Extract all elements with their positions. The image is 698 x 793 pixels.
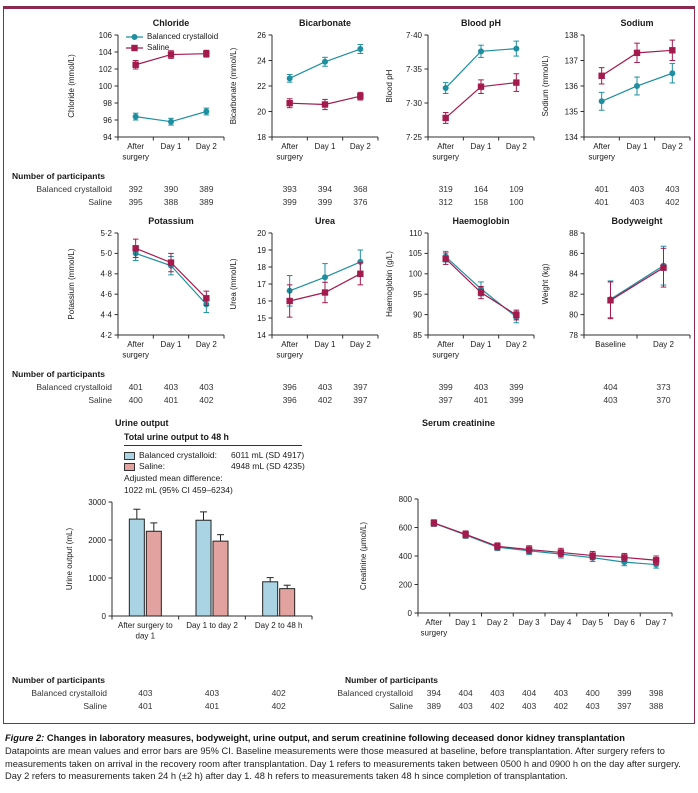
balanced-series xyxy=(133,108,210,125)
participant-count-saline: 401 xyxy=(473,395,489,405)
svg-text:4·8: 4·8 xyxy=(100,269,112,279)
participant-count-balanced: 403 xyxy=(204,688,220,698)
saline-row-label: Saline xyxy=(389,701,413,711)
balanced-series xyxy=(431,520,659,568)
participant-count-balanced: 394 xyxy=(317,184,333,194)
participant-count-saline: 389 xyxy=(426,701,441,711)
participant-count-balanced: 397 xyxy=(353,382,368,392)
serum-creatinine-section xyxy=(354,417,694,673)
participant-count-saline: 376 xyxy=(353,197,368,207)
svg-text:Day 1: Day 1 xyxy=(160,340,182,349)
svg-text:20: 20 xyxy=(257,228,266,238)
participant-count-saline: 403 xyxy=(629,197,645,207)
svg-text:400: 400 xyxy=(398,551,412,561)
svg-text:7·40: 7·40 xyxy=(405,30,422,40)
saline-row-label: Saline xyxy=(88,395,112,405)
svg-text:0: 0 xyxy=(101,611,106,621)
svg-text:7·25: 7·25 xyxy=(405,132,422,142)
balanced-row-label: Balanced crystalloid xyxy=(36,184,112,194)
svg-text:135: 135 xyxy=(564,107,578,117)
participant-count-balanced: 109 xyxy=(509,184,524,194)
participant-count-balanced: 399 xyxy=(438,382,453,392)
participant-count-balanced: 403 xyxy=(473,382,489,392)
svg-text:After: After xyxy=(437,340,455,349)
participant-count-balanced: 404 xyxy=(458,688,473,698)
participant-count-balanced: 399 xyxy=(509,382,524,392)
participant-count-balanced: 404 xyxy=(603,382,618,392)
chart-cell-chloride xyxy=(8,17,226,169)
participant-count-saline: 312 xyxy=(438,197,453,207)
participant-count-saline: 402 xyxy=(665,197,680,207)
participant-count-saline: 389 xyxy=(199,197,214,207)
svg-text:surgery: surgery xyxy=(122,350,150,360)
participant-count-balanced: 390 xyxy=(163,184,179,194)
participant-count-balanced: 393 xyxy=(282,184,297,194)
participant-count-saline: 402 xyxy=(553,701,568,711)
svg-text:Day 2: Day 2 xyxy=(195,142,217,151)
figure-label: Figure 2: xyxy=(5,733,45,743)
saline-marker-icon xyxy=(126,44,143,52)
legend-item-balanced xyxy=(126,31,218,42)
svg-text:105: 105 xyxy=(408,249,422,259)
svg-text:96: 96 xyxy=(103,115,112,125)
svg-text:day 1: day 1 xyxy=(135,631,156,641)
participant-count-saline: 397 xyxy=(438,395,453,405)
participant-count-saline: 400 xyxy=(128,395,143,405)
participant-count-saline: 399 xyxy=(509,395,524,405)
svg-text:Day 2: Day 2 xyxy=(349,142,371,151)
participant-count-balanced: 392 xyxy=(128,184,143,194)
blood-ph-chart xyxy=(382,29,538,169)
participant-count-balanced: 399 xyxy=(617,688,632,698)
chart-title-urea: Urea xyxy=(314,216,335,226)
svg-text:4·2: 4·2 xyxy=(100,330,112,340)
svg-text:24: 24 xyxy=(257,56,266,66)
participant-count-balanced: 403 xyxy=(553,688,568,698)
svg-text:Day 1: Day 1 xyxy=(470,340,492,349)
svg-text:16: 16 xyxy=(257,296,266,306)
participant-count-saline: 399 xyxy=(317,197,333,207)
svg-text:5·2: 5·2 xyxy=(100,228,112,238)
svg-text:Urea (mmol/L): Urea (mmol/L) xyxy=(229,258,238,310)
participants-header: Number of participants xyxy=(12,171,106,181)
participant-count-saline: 388 xyxy=(163,197,179,207)
participant-count-balanced: 394 xyxy=(426,688,441,698)
participant-count-saline: 403 xyxy=(585,701,600,711)
potassium-chart xyxy=(8,227,226,367)
svg-text:surgery: surgery xyxy=(122,152,150,162)
svg-text:surgery: surgery xyxy=(432,350,460,360)
svg-text:Sodium (mmol/L): Sodium (mmol/L) xyxy=(541,55,550,117)
participant-count-saline: 401 xyxy=(138,701,153,711)
saline-row-label: Saline xyxy=(83,701,107,711)
participant-count-saline: 100 xyxy=(509,197,524,207)
serum-creatinine-chart xyxy=(354,493,694,665)
participant-count-balanced: 403 xyxy=(629,184,645,194)
svg-text:138: 138 xyxy=(564,30,578,40)
svg-text:Weight (kg): Weight (kg) xyxy=(541,263,550,305)
svg-text:3000: 3000 xyxy=(88,497,106,507)
svg-text:86: 86 xyxy=(569,249,578,259)
svg-text:surgery: surgery xyxy=(420,628,448,638)
chart-title-sodium: Sodium xyxy=(620,18,654,28)
chart-cell-blood-ph xyxy=(382,17,538,169)
svg-text:Day 6: Day 6 xyxy=(613,618,635,627)
urine-output-chart xyxy=(8,496,354,668)
saline-series xyxy=(607,248,666,318)
urine-legend-saline-value: 4948 mL (SD 4235) xyxy=(231,461,305,471)
svg-text:Day 1: Day 1 xyxy=(626,142,648,151)
svg-text:Day 1: Day 1 xyxy=(160,142,182,151)
svg-text:Blood pH: Blood pH xyxy=(385,69,394,103)
svg-text:Day 4: Day 4 xyxy=(550,618,572,627)
svg-text:84: 84 xyxy=(569,269,578,279)
chart-cell-bodyweight xyxy=(538,215,694,367)
chart-cell-urea xyxy=(226,215,382,367)
figure-caption-title: Changes in laboratory measures, bodyweight, urine output, and serum creatinine following deceased donor kidney transplantation xyxy=(46,733,625,743)
participant-count-saline: 402 xyxy=(271,701,286,711)
svg-text:After: After xyxy=(127,142,145,151)
chart-row-3 xyxy=(4,417,694,673)
svg-text:102: 102 xyxy=(98,64,112,74)
svg-text:90: 90 xyxy=(413,310,422,320)
svg-text:26: 26 xyxy=(257,30,266,40)
legend-label-saline: Saline xyxy=(147,42,170,52)
svg-text:17: 17 xyxy=(257,279,266,289)
participant-count-balanced: 368 xyxy=(353,184,368,194)
svg-text:82: 82 xyxy=(569,290,578,299)
svg-text:After: After xyxy=(281,142,299,151)
svg-text:88: 88 xyxy=(569,228,578,238)
creatinine-section-title: Serum creatinine xyxy=(422,418,496,428)
participant-count-balanced: 402 xyxy=(271,688,286,698)
participant-count-balanced: 403 xyxy=(665,184,680,194)
adjusted-mean-difference-label: Adjusted mean difference: xyxy=(124,473,223,483)
svg-text:19: 19 xyxy=(257,245,266,255)
svg-text:7·30: 7·30 xyxy=(405,98,422,108)
svg-text:Day 1: Day 1 xyxy=(314,340,336,349)
svg-text:98: 98 xyxy=(103,98,112,108)
svg-text:surgery: surgery xyxy=(588,152,616,162)
adjusted-mean-difference-value: 1022 mL (95% CI 459–6234) xyxy=(124,485,233,495)
participants-header: Number of participants xyxy=(345,675,439,685)
svg-text:134: 134 xyxy=(564,132,578,142)
participants-header: Number of participants xyxy=(12,369,106,379)
svg-text:After: After xyxy=(593,142,611,151)
svg-text:20: 20 xyxy=(257,107,266,117)
saline-swatch-icon xyxy=(124,463,135,471)
svg-text:Day 1 to day 2: Day 1 to day 2 xyxy=(186,621,238,630)
sodium-chart xyxy=(538,29,694,169)
urine-output-section xyxy=(8,417,354,673)
chart-title-chloride: Chloride xyxy=(152,18,190,28)
participants-header: Number of participants xyxy=(12,675,106,685)
urine-summary-box xyxy=(124,432,314,496)
participant-count-balanced: 389 xyxy=(199,184,214,194)
svg-text:Day 2: Day 2 xyxy=(486,618,508,627)
svg-text:Day 3: Day 3 xyxy=(518,618,540,627)
urine-legend-saline-label: Saline: xyxy=(139,461,165,471)
urine-legend-balanced xyxy=(124,450,314,461)
participant-count-saline: 401 xyxy=(163,395,179,405)
bodyweight-chart xyxy=(538,227,694,367)
chart-title-potassium: Potassium xyxy=(148,216,194,226)
participant-count-saline: 403 xyxy=(458,701,473,711)
participants-table-row-2 xyxy=(4,369,694,411)
svg-text:surgery: surgery xyxy=(276,350,304,360)
svg-text:85: 85 xyxy=(413,330,422,340)
participant-count-balanced: 401 xyxy=(594,184,609,194)
urine-legend-balanced-label: Balanced crystalloid: xyxy=(139,450,217,460)
participant-count-balanced: 403 xyxy=(490,688,505,698)
participant-count-balanced: 319 xyxy=(438,184,453,194)
participant-count-saline: 403 xyxy=(522,701,537,711)
legend-item-saline xyxy=(126,42,218,53)
participant-count-saline: 397 xyxy=(617,701,632,711)
svg-text:200: 200 xyxy=(398,580,412,590)
participant-count-saline: 388 xyxy=(649,701,664,711)
svg-text:95: 95 xyxy=(413,290,422,299)
svg-text:1000: 1000 xyxy=(88,573,106,583)
svg-text:Day 2: Day 2 xyxy=(661,142,683,151)
figure-caption xyxy=(5,732,693,782)
svg-text:Day 1: Day 1 xyxy=(314,142,336,151)
svg-text:Day 2: Day 2 xyxy=(505,142,527,151)
participant-count-saline: 399 xyxy=(282,197,297,207)
chart-title-bodyweight: Bodyweight xyxy=(611,216,663,226)
bicarbonate-chart xyxy=(226,29,382,169)
chart-title-bicarbonate: Bicarbonate xyxy=(298,18,351,28)
balanced-swatch-icon xyxy=(124,452,135,460)
participant-count-balanced: 400 xyxy=(585,688,600,698)
chart-cell-bicarbonate xyxy=(226,17,382,169)
participants-table-row-3 xyxy=(4,675,694,717)
urine-legend-saline xyxy=(124,461,314,472)
svg-text:Day 1: Day 1 xyxy=(455,618,477,627)
participant-count-saline: 403 xyxy=(603,395,618,405)
participant-count-saline: 401 xyxy=(594,197,609,207)
balanced-marker-icon xyxy=(126,33,143,41)
haemoglobin-chart xyxy=(382,227,538,367)
saline-row-label: Saline xyxy=(88,197,112,207)
svg-text:110: 110 xyxy=(409,228,422,238)
participant-count-saline: 401 xyxy=(204,701,220,711)
svg-text:14: 14 xyxy=(257,330,266,340)
participant-count-saline: 397 xyxy=(353,395,368,405)
urea-chart xyxy=(226,227,382,367)
participant-count-saline: 396 xyxy=(282,395,297,405)
balanced-series xyxy=(287,45,364,83)
participant-count-balanced: 401 xyxy=(128,382,143,392)
figure-caption-body: Datapoints are mean values and error bars are 95% CI. Baseline measurements were those measured at baseline, before transplantation. After surgery refers to measurements taken on arrival in the recovery room after transplantation. Day 1 refers to measurements taken between 0500 h and 0900 h on the day after surgery. Day 2 refers to measurements taken 24 h (±2 h) after day 1. 48 h refers to measurements taken 48 h since completion of transplantation. xyxy=(5,746,681,782)
svg-text:After: After xyxy=(425,618,443,627)
saline-series xyxy=(431,520,660,565)
saline-series xyxy=(132,50,209,69)
balanced-row-label: Balanced crystalloid xyxy=(31,688,107,698)
svg-text:94: 94 xyxy=(103,132,112,142)
legend-label-balanced: Balanced crystalloid xyxy=(147,31,219,41)
participant-count-balanced: 403 xyxy=(163,382,179,392)
svg-text:137: 137 xyxy=(564,56,578,66)
svg-text:7·35: 7·35 xyxy=(405,64,422,74)
svg-text:18: 18 xyxy=(257,262,266,272)
svg-text:80: 80 xyxy=(569,310,578,320)
participants-table-row-1 xyxy=(4,171,694,213)
saline-series xyxy=(442,74,519,124)
urine-box-title: Total urine output to 48 h xyxy=(124,432,302,446)
svg-text:Chloride (mmol/L): Chloride (mmol/L) xyxy=(67,54,76,118)
svg-text:surgery: surgery xyxy=(276,152,304,162)
participant-count-saline: 370 xyxy=(656,395,671,405)
participant-count-balanced: 404 xyxy=(522,688,537,698)
saline-series xyxy=(286,92,363,109)
svg-text:5·0: 5·0 xyxy=(100,249,112,259)
svg-text:22: 22 xyxy=(257,81,266,91)
balanced-row-label: Balanced crystalloid xyxy=(337,688,413,698)
svg-text:100: 100 xyxy=(408,269,422,279)
participant-count-saline: 402 xyxy=(199,395,214,405)
participant-count-balanced: 403 xyxy=(138,688,153,698)
chart-row-1 xyxy=(4,17,694,169)
svg-text:Potassium (mmol/L): Potassium (mmol/L) xyxy=(67,248,76,320)
chart-cell-sodium xyxy=(538,17,694,169)
svg-text:Day 1: Day 1 xyxy=(470,142,492,151)
svg-text:After: After xyxy=(127,340,145,349)
svg-text:surgery: surgery xyxy=(432,152,460,162)
svg-text:Day 2: Day 2 xyxy=(195,340,217,349)
svg-text:4·6: 4·6 xyxy=(100,290,112,299)
svg-text:Baseline: Baseline xyxy=(595,340,626,349)
chart-title-blood-ph: Blood pH xyxy=(461,18,501,28)
chart-cell-potassium xyxy=(8,215,226,367)
participant-count-balanced: 373 xyxy=(656,382,671,392)
svg-text:2000: 2000 xyxy=(88,535,106,545)
participant-count-balanced: 164 xyxy=(473,184,489,194)
svg-text:Day 5: Day 5 xyxy=(582,618,604,627)
participant-count-saline: 402 xyxy=(317,395,333,405)
svg-text:106: 106 xyxy=(98,30,112,40)
svg-text:0: 0 xyxy=(407,608,412,618)
svg-text:4·4: 4·4 xyxy=(100,310,112,320)
figure-panel xyxy=(3,6,695,724)
chart-title-haemoglobin: Haemoglobin xyxy=(452,216,510,226)
svg-text:Day 7: Day 7 xyxy=(645,618,667,627)
svg-text:Bicarbonate (mmol/L): Bicarbonate (mmol/L) xyxy=(229,47,238,125)
svg-text:Haemoglobin (g/L): Haemoglobin (g/L) xyxy=(385,251,394,317)
svg-text:Day 2: Day 2 xyxy=(349,340,371,349)
svg-text:136: 136 xyxy=(564,81,578,91)
participant-count-balanced: 396 xyxy=(282,382,297,392)
balanced-series xyxy=(608,246,667,317)
svg-text:After: After xyxy=(281,340,299,349)
balanced-row-label: Balanced crystalloid xyxy=(36,382,112,392)
svg-text:100: 100 xyxy=(98,81,112,91)
svg-text:Day 2: Day 2 xyxy=(505,340,527,349)
urine-legend-balanced-value: 6011 mL (SD 4917) xyxy=(231,450,305,460)
chart-row-2 xyxy=(4,215,694,367)
svg-text:Day 2: Day 2 xyxy=(653,340,674,349)
chart-legend xyxy=(126,31,218,53)
svg-text:Day 2 to 48 h: Day 2 to 48 h xyxy=(254,621,303,630)
svg-text:600: 600 xyxy=(398,523,412,533)
svg-text:After surgery to: After surgery to xyxy=(117,621,173,630)
participant-count-balanced: 403 xyxy=(199,382,214,392)
participant-count-balanced: 403 xyxy=(317,382,333,392)
urine-section-title: Urine output xyxy=(115,418,169,428)
chart-cell-haemoglobin xyxy=(382,215,538,367)
svg-text:104: 104 xyxy=(98,47,112,57)
participant-count-saline: 402 xyxy=(490,701,505,711)
participant-count-saline: 395 xyxy=(128,197,143,207)
participant-count-saline: 158 xyxy=(473,197,489,207)
svg-text:78: 78 xyxy=(569,330,578,340)
svg-text:18: 18 xyxy=(257,132,266,142)
svg-text:800: 800 xyxy=(398,494,412,504)
participant-count-balanced: 398 xyxy=(649,688,664,698)
svg-text:15: 15 xyxy=(257,313,266,323)
saline-series xyxy=(442,253,519,320)
svg-text:Creatinine (μmol/L): Creatinine (μmol/L) xyxy=(359,521,368,591)
svg-text:Urine output (mL): Urine output (mL) xyxy=(65,527,74,591)
svg-text:After: After xyxy=(437,142,455,151)
